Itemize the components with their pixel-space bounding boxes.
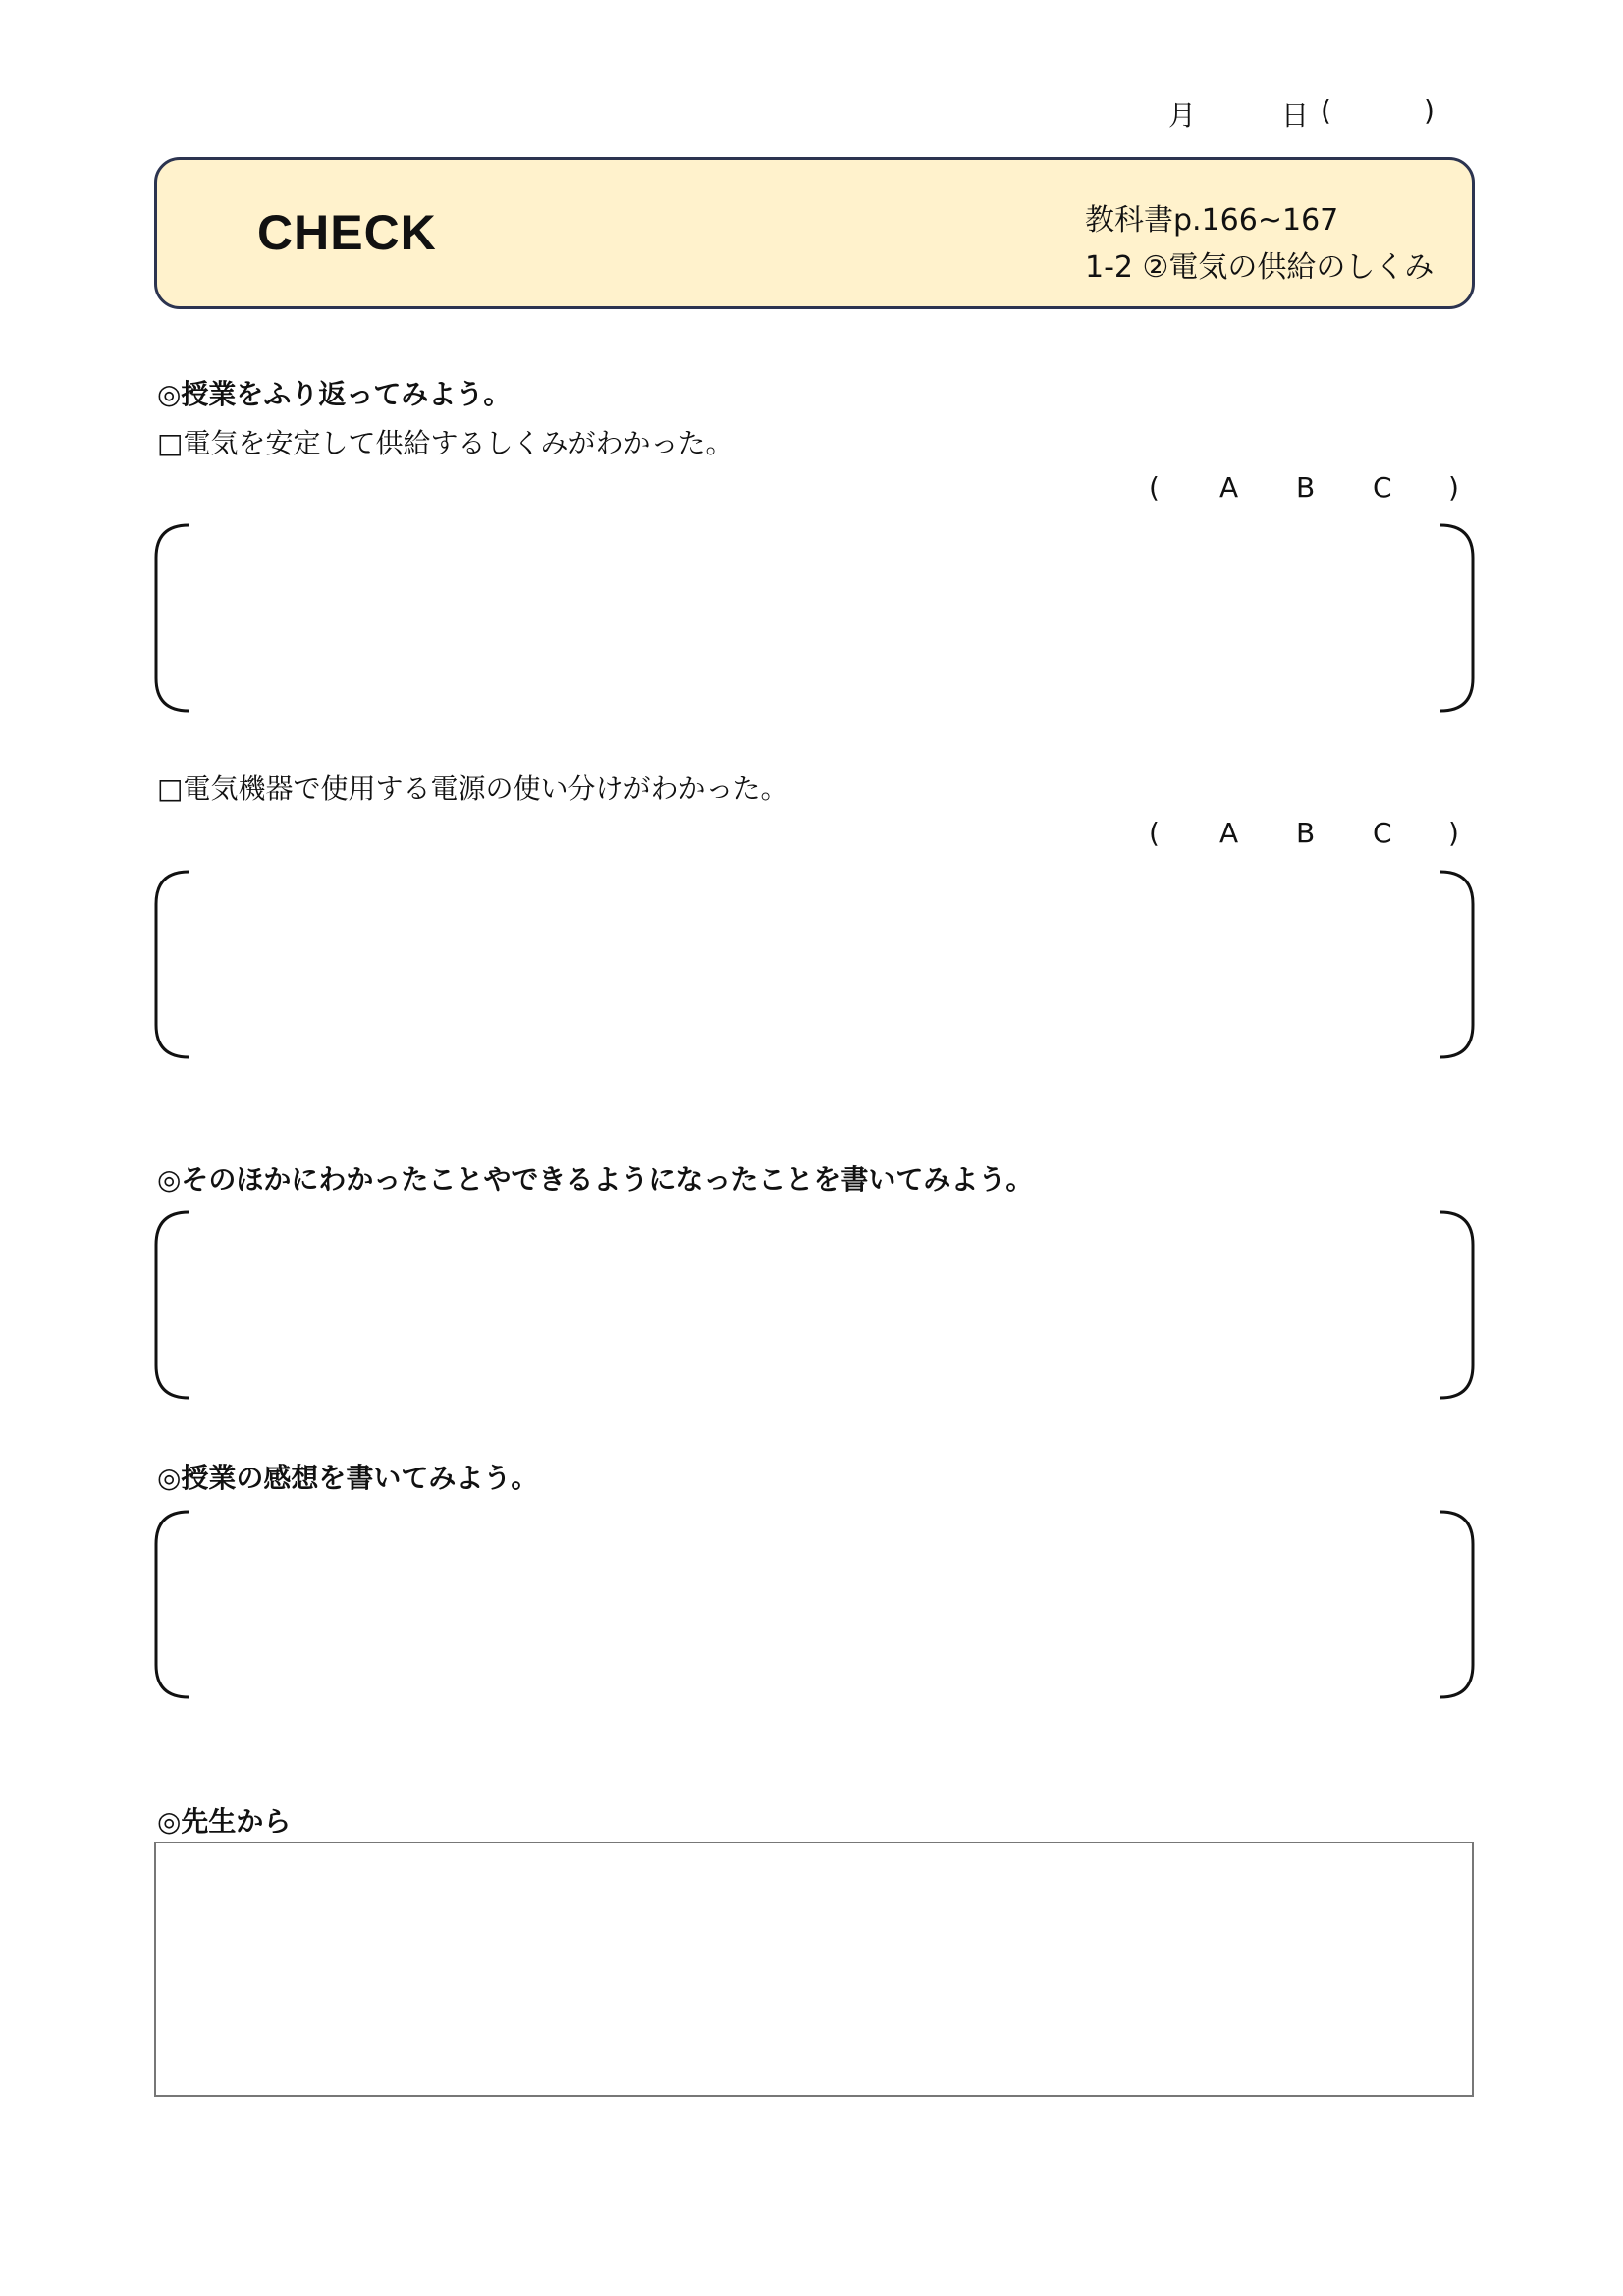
other-learning-heading: ◎そのほかにわかったことやできるようになったことを書いてみよう。 <box>157 1163 1034 1196</box>
teacher-heading: ◎先生から <box>157 1805 292 1838</box>
answer-box-1[interactable] <box>153 522 1476 714</box>
date-paren-open: ( <box>1321 94 1331 127</box>
rating-1-close: ) <box>1448 471 1459 504</box>
rating-2-open: ( <box>1149 817 1160 849</box>
review-item-1: □電気を安定して供給するしくみがわかった。 <box>157 427 733 459</box>
rating-2-option-a[interactable]: A <box>1219 817 1239 849</box>
rating-1-open: ( <box>1149 471 1160 504</box>
day-label: 日 <box>1281 99 1310 132</box>
month-label: 月 <box>1168 99 1197 132</box>
rating-2-close: ) <box>1448 817 1459 849</box>
rating-2-option-c[interactable]: C <box>1373 817 1392 849</box>
lesson-title: 1-2 ②電気の供給のしくみ <box>1085 250 1434 285</box>
answer-box-impressions[interactable] <box>153 1509 1476 1700</box>
answer-box-other-learning[interactable] <box>153 1209 1476 1401</box>
rating-1-option-a[interactable]: A <box>1219 471 1239 504</box>
rating-1 <box>1149 471 1463 507</box>
rating-1-option-c[interactable]: C <box>1373 471 1392 504</box>
teacher-comment-box <box>154 1842 1474 2097</box>
impressions-heading: ◎授業の感想を書いてみよう。 <box>157 1462 539 1494</box>
date-paren-close: ) <box>1424 94 1434 127</box>
textbook-reference: 教科書p.166~167 <box>1085 203 1339 238</box>
page-title: CHECK <box>257 205 437 260</box>
answer-box-2[interactable] <box>153 869 1476 1060</box>
date-line <box>1159 94 1473 133</box>
review-heading: ◎授業をふり返ってみよう。 <box>157 378 512 410</box>
header-box <box>154 157 1475 309</box>
rating-1-option-b[interactable]: B <box>1296 471 1316 504</box>
rating-2 <box>1149 817 1463 852</box>
rating-2-option-b[interactable]: B <box>1296 817 1316 849</box>
review-item-2: □電気機器で使用する電源の使い分けがわかった。 <box>157 773 788 805</box>
